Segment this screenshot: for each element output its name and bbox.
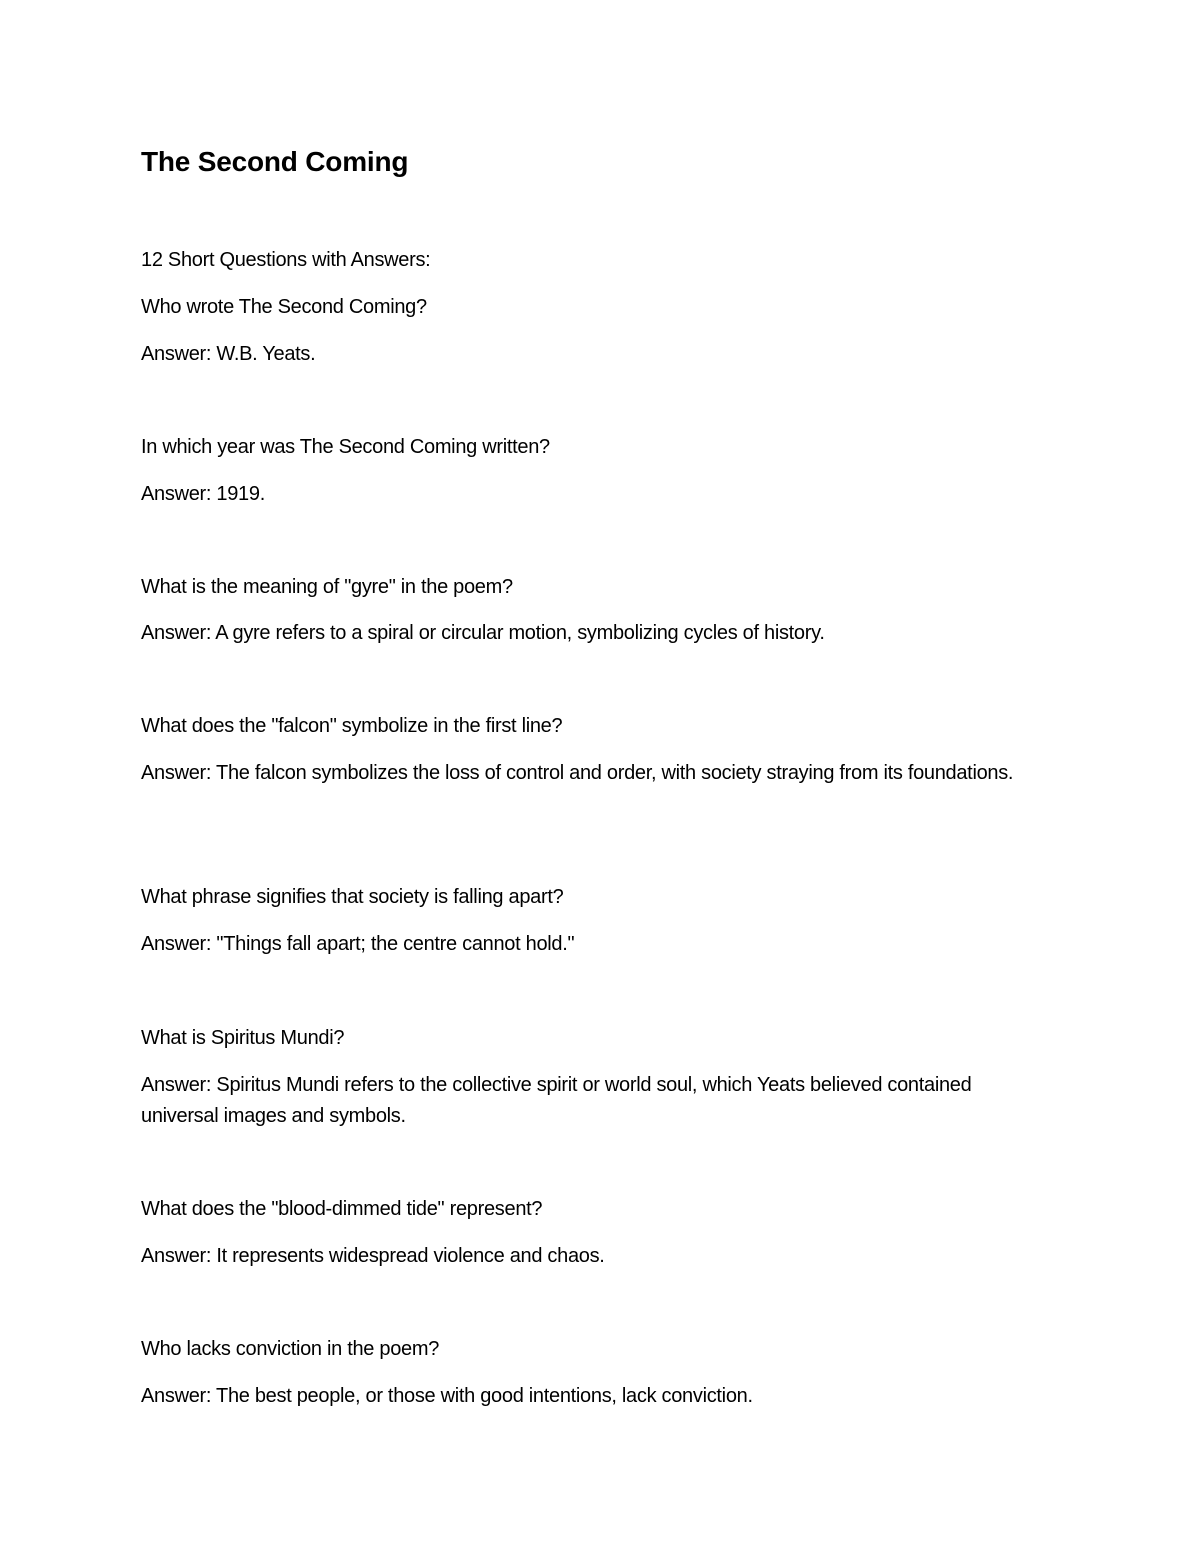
answer-4: Answer: The falcon symbolizes the loss of control and order, with society straying from its foundations. [141,762,1014,784]
question-2: In which year was The Second Coming written? [141,436,550,458]
question-6: What is Spiritus Mundi? [141,1027,345,1049]
answer-8: Answer: The best people, or those with good intentions, lack conviction. [141,1385,753,1407]
answer-5: Answer: "Things fall apart; the centre cannot hold." [141,933,575,955]
question-1: Who wrote The Second Coming? [141,296,427,318]
question-7: What does the "blood-dimmed tide" represent? [141,1198,543,1220]
question-3: What is the meaning of "gyre" in the poem? [141,576,513,598]
question-5: What phrase signifies that society is falling apart? [141,886,564,908]
answer-6: Answer: Spiritus Mundi refers to the collective spirit or world soul, which Yeats believed contained universal images and symbols. [141,1074,972,1127]
answer-7: Answer: It represents widespread violence and chaos. [141,1245,605,1267]
answer-1: Answer: W.B. Yeats. [141,343,316,365]
answer-3: Answer: A gyre refers to a spiral or circular motion, symbolizing cycles of history. [141,622,825,644]
question-8: Who lacks conviction in the poem? [141,1338,440,1360]
intro-text: 12 Short Questions with Answers: [141,249,431,271]
question-4: What does the "falcon" symbolize in the first line? [141,715,563,737]
answer-2: Answer: 1919. [141,483,265,505]
document-title: The Second Coming [141,146,409,177]
